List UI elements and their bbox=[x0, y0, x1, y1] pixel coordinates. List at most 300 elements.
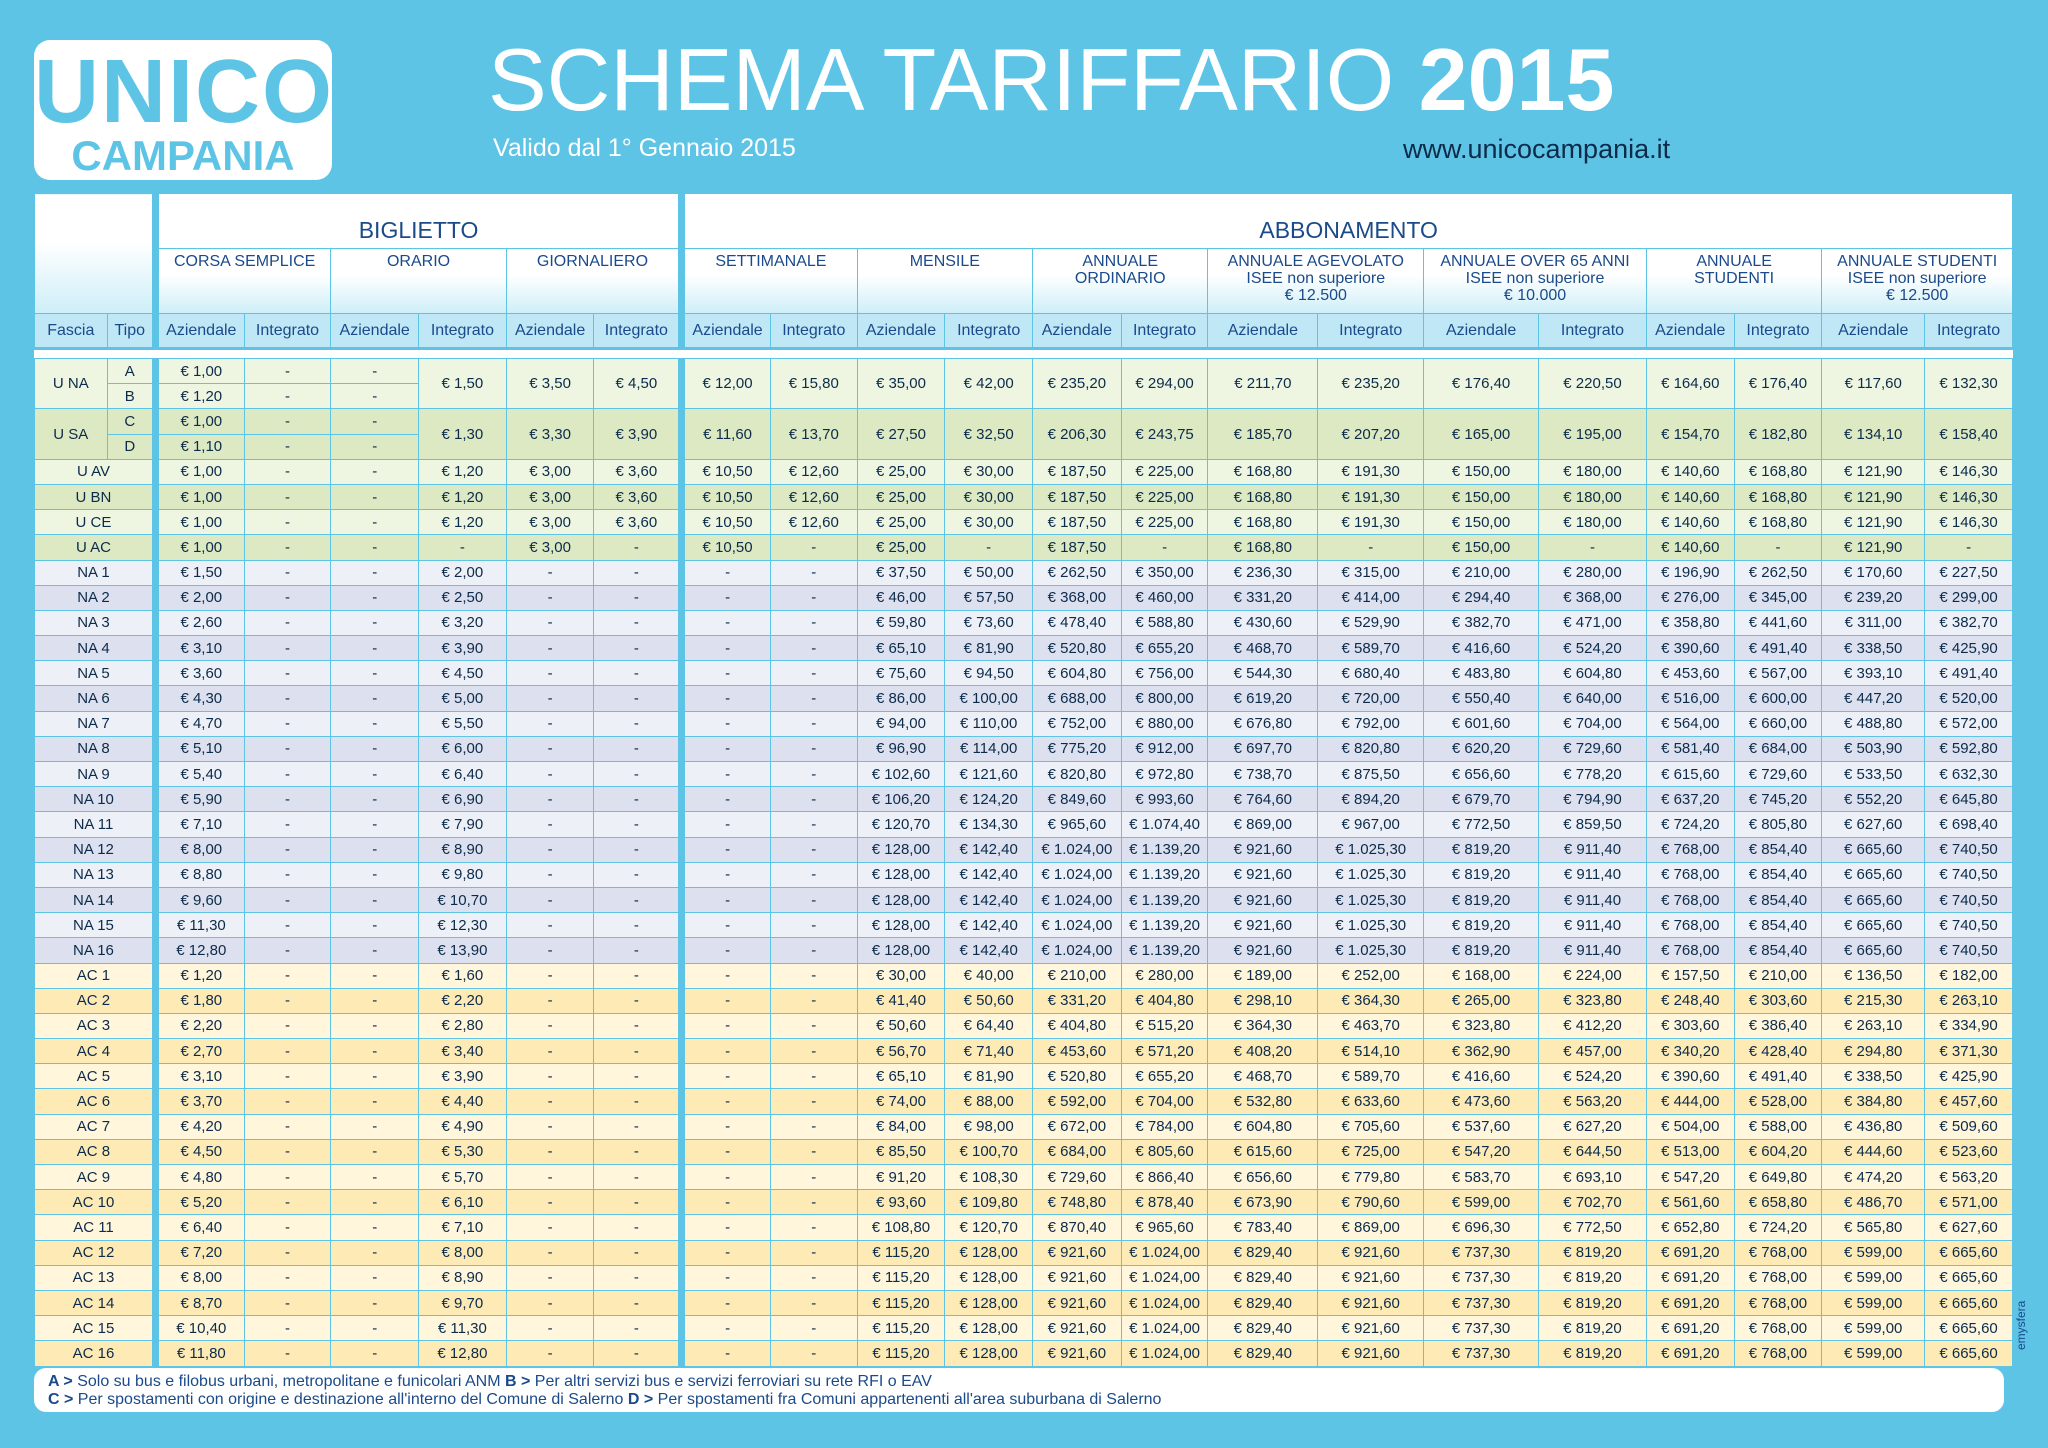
fare-cell: € 633,60 bbox=[1318, 1089, 1424, 1114]
fare-cell: € 792,00 bbox=[1318, 711, 1424, 736]
fare-cell: € 800,00 bbox=[1121, 686, 1208, 711]
fare-cell: € 11,80 bbox=[155, 1341, 244, 1366]
fare-cell: € 2,00 bbox=[155, 585, 244, 610]
col-integrato: Integrato bbox=[594, 314, 682, 349]
fare-cell: - bbox=[331, 1265, 419, 1290]
fare-cell: € 819,20 bbox=[1539, 1265, 1647, 1290]
fare-cell: € 5,20 bbox=[155, 1190, 244, 1215]
fare-cell: € 91,20 bbox=[857, 1165, 945, 1190]
fare-cell: € 428,40 bbox=[1734, 1039, 1822, 1064]
table-row bbox=[35, 585, 2013, 610]
fare-cell: € 235,20 bbox=[1033, 359, 1122, 409]
footnotes bbox=[34, 1368, 2004, 1412]
fare-cell: - bbox=[331, 762, 419, 787]
table-row bbox=[35, 837, 2013, 862]
col-aziendale: Aziendale bbox=[1822, 314, 1925, 349]
table-row bbox=[35, 787, 2013, 812]
fare-cell: € 4,50 bbox=[155, 1139, 244, 1164]
fare-cell: € 9,60 bbox=[155, 887, 244, 912]
fare-cell: - bbox=[682, 1114, 771, 1139]
table-row bbox=[35, 1240, 2013, 1265]
table-row bbox=[35, 1290, 2013, 1315]
fare-cell: € 1.025,30 bbox=[1318, 837, 1424, 862]
fare-cell: € 146,30 bbox=[1925, 510, 2013, 535]
fare-cell: - bbox=[594, 812, 682, 837]
fare-cell: € 5,10 bbox=[155, 736, 244, 761]
fare-cell: € 599,00 bbox=[1822, 1290, 1925, 1315]
group-biglietto: BIGLIETTO bbox=[155, 194, 681, 249]
fare-cell: - bbox=[331, 913, 419, 938]
fare-cell: € 187,50 bbox=[1033, 484, 1122, 509]
fare-cell: € 772,50 bbox=[1539, 1215, 1647, 1240]
fare-cell: € 191,30 bbox=[1318, 510, 1424, 535]
table-row bbox=[35, 812, 2013, 837]
fare-cell: - bbox=[594, 963, 682, 988]
fare-cell: € 725,00 bbox=[1318, 1139, 1424, 1164]
fare-cell: € 691,20 bbox=[1646, 1316, 1734, 1341]
fare-cell: € 1.024,00 bbox=[1033, 887, 1122, 912]
fare-cell: € 1.025,30 bbox=[1318, 913, 1424, 938]
fare-cell: € 6,00 bbox=[419, 736, 507, 761]
fare-cell: € 30,00 bbox=[945, 459, 1033, 484]
fare-cell: - bbox=[244, 661, 331, 686]
fare-cell: € 196,90 bbox=[1646, 560, 1734, 585]
fare-cell: € 298,10 bbox=[1208, 988, 1318, 1013]
fare-cell: € 350,00 bbox=[1121, 560, 1208, 585]
fare-cell: - bbox=[770, 1341, 857, 1366]
fare-cell: € 5,40 bbox=[155, 762, 244, 787]
fare-cell: - bbox=[682, 560, 771, 585]
table-row bbox=[35, 711, 2013, 736]
fare-cell: € 185,70 bbox=[1208, 409, 1318, 459]
fare-cell: - bbox=[506, 913, 594, 938]
fare-cell: € 854,40 bbox=[1734, 887, 1822, 912]
logo-line1: UNICO bbox=[34, 42, 334, 142]
fascia-label: U AC bbox=[35, 535, 156, 560]
fare-cell: € 189,00 bbox=[1208, 963, 1318, 988]
fare-cell: € 7,10 bbox=[419, 1215, 507, 1240]
label-line: ANNUALE OVER 65 ANNI bbox=[1440, 253, 1630, 270]
fare-cell: € 358,80 bbox=[1646, 610, 1734, 635]
fare-cell: - bbox=[244, 1013, 331, 1038]
fare-cell: € 604,80 bbox=[1208, 1114, 1318, 1139]
fare-cell: - bbox=[331, 837, 419, 862]
fare-cell: € 656,60 bbox=[1208, 1165, 1318, 1190]
fare-cell: - bbox=[244, 711, 331, 736]
fare-cell: € 529,90 bbox=[1318, 610, 1424, 635]
fare-cell: € 128,00 bbox=[857, 938, 945, 963]
fare-cell: - bbox=[594, 913, 682, 938]
fare-cell: - bbox=[506, 1114, 594, 1139]
fare-cell: € 665,60 bbox=[1822, 887, 1925, 912]
fare-cell: € 2,80 bbox=[419, 1013, 507, 1038]
fare-cell: € 30,00 bbox=[945, 510, 1033, 535]
fare-cell: € 236,30 bbox=[1208, 560, 1318, 585]
fare-cell: € 1,00 bbox=[155, 510, 244, 535]
fare-cell: € 768,00 bbox=[1646, 837, 1734, 862]
fare-cell: € 471,00 bbox=[1539, 610, 1647, 635]
fare-cell: € 57,50 bbox=[945, 585, 1033, 610]
fare-cell: € 393,10 bbox=[1822, 661, 1925, 686]
fare-cell: € 859,50 bbox=[1539, 812, 1647, 837]
fare-cell: € 665,60 bbox=[1822, 913, 1925, 938]
fare-cell: € 262,50 bbox=[1033, 560, 1122, 585]
fare-cell: - bbox=[331, 510, 419, 535]
fare-cell: € 13,90 bbox=[419, 938, 507, 963]
fare-cell: - bbox=[682, 1240, 771, 1265]
fare-cell: € 142,40 bbox=[945, 862, 1033, 887]
fare-cell: € 331,20 bbox=[1033, 988, 1122, 1013]
fare-cell: € 740,50 bbox=[1925, 938, 2013, 963]
fare-cell: € 368,00 bbox=[1539, 585, 1647, 610]
fare-cell: € 768,00 bbox=[1646, 862, 1734, 887]
fare-cell: - bbox=[506, 610, 594, 635]
fascia-label: NA 16 bbox=[35, 938, 156, 963]
fare-cell: € 12,60 bbox=[770, 510, 857, 535]
fare-cell: € 474,20 bbox=[1822, 1165, 1925, 1190]
fare-cell: € 191,30 bbox=[1318, 484, 1424, 509]
fare-cell: € 697,70 bbox=[1208, 736, 1318, 761]
note-text-d: Per spostamenti fra Comuni appartenenti all'area suburbana di Salerno bbox=[657, 1391, 1162, 1408]
fare-cell: - bbox=[682, 1316, 771, 1341]
fare-cell: - bbox=[331, 1039, 419, 1064]
fare-cell: - bbox=[244, 1114, 331, 1139]
fascia-label: NA 10 bbox=[35, 787, 156, 812]
fare-cell: € 81,90 bbox=[945, 1064, 1033, 1089]
fare-cell: € 6,40 bbox=[419, 762, 507, 787]
fare-cell: € 691,20 bbox=[1646, 1265, 1734, 1290]
fascia-label: AC 7 bbox=[35, 1114, 156, 1139]
fare-cell: € 768,00 bbox=[1646, 938, 1734, 963]
fare-cell: € 486,70 bbox=[1822, 1190, 1925, 1215]
table-row bbox=[35, 1114, 2013, 1139]
fare-cell: € 6,10 bbox=[419, 1190, 507, 1215]
fare-cell: € 2,20 bbox=[419, 988, 507, 1013]
label-line: ISEE non superiore bbox=[1465, 270, 1605, 287]
fare-cell: € 164,60 bbox=[1646, 359, 1734, 409]
fare-cell: € 768,00 bbox=[1646, 887, 1734, 912]
fare-cell: - bbox=[594, 1341, 682, 1366]
fare-cell: € 921,60 bbox=[1208, 862, 1318, 887]
fare-cell: - bbox=[506, 1139, 594, 1164]
fare-cell: € 478,40 bbox=[1033, 610, 1122, 635]
fare-cell: - bbox=[770, 1215, 857, 1240]
fare-cell: € 1,20 bbox=[155, 384, 244, 409]
type-annuale-studenti bbox=[1646, 249, 1821, 314]
fare-cell: € 121,90 bbox=[1822, 484, 1925, 509]
fare-cell: € 210,00 bbox=[1424, 560, 1539, 585]
fare-cell: € 7,20 bbox=[155, 1240, 244, 1265]
fare-cell: € 3,10 bbox=[155, 636, 244, 661]
type-settimanale: SETTIMANALE bbox=[682, 249, 857, 314]
fare-cell: € 1.024,00 bbox=[1121, 1240, 1208, 1265]
fare-cell: € 491,40 bbox=[1925, 661, 2013, 686]
fare-cell: € 168,80 bbox=[1734, 484, 1822, 509]
group-abbonamento: ABBONAMENTO bbox=[682, 194, 2013, 249]
fascia-label: NA 7 bbox=[35, 711, 156, 736]
fascia-label: AC 4 bbox=[35, 1039, 156, 1064]
fare-cell: - bbox=[244, 812, 331, 837]
fare-cell: - bbox=[770, 787, 857, 812]
fare-cell: - bbox=[331, 1089, 419, 1114]
fare-cell: - bbox=[244, 359, 331, 384]
fare-cell: - bbox=[594, 560, 682, 585]
fare-cell: € 740,50 bbox=[1925, 837, 2013, 862]
fare-cell: - bbox=[594, 1089, 682, 1114]
fare-cell: € 921,60 bbox=[1033, 1240, 1122, 1265]
fare-cell: € 2,20 bbox=[155, 1013, 244, 1038]
fare-cell: - bbox=[770, 812, 857, 837]
fare-cell: € 225,00 bbox=[1121, 459, 1208, 484]
fare-cell: € 5,30 bbox=[419, 1139, 507, 1164]
table-row bbox=[35, 1039, 2013, 1064]
fare-cell: € 698,40 bbox=[1925, 812, 2013, 837]
label-line: ANNUALE AGEVOLATO bbox=[1227, 253, 1404, 270]
fare-cell: € 645,80 bbox=[1925, 787, 2013, 812]
fare-cell: € 25,00 bbox=[857, 484, 945, 509]
fascia-label: U BN bbox=[35, 484, 156, 509]
fare-cell: - bbox=[506, 887, 594, 912]
table-row bbox=[35, 1139, 2013, 1164]
fare-cell: - bbox=[244, 913, 331, 938]
fare-cell: - bbox=[506, 1290, 594, 1315]
fare-cell: € 3,00 bbox=[506, 459, 594, 484]
fare-cell: - bbox=[244, 938, 331, 963]
fare-cell: € 921,60 bbox=[1208, 938, 1318, 963]
fare-cell: € 32,50 bbox=[945, 409, 1033, 459]
fare-cell: € 11,30 bbox=[419, 1316, 507, 1341]
fare-cell: € 73,60 bbox=[945, 610, 1033, 635]
fare-cell: - bbox=[594, 585, 682, 610]
fare-cell: € 3,60 bbox=[155, 661, 244, 686]
fascia-label: AC 8 bbox=[35, 1139, 156, 1164]
fare-cell: € 86,00 bbox=[857, 686, 945, 711]
fare-cell: € 533,50 bbox=[1822, 762, 1925, 787]
fare-cell: € 220,50 bbox=[1539, 359, 1647, 409]
fare-cell: - bbox=[331, 560, 419, 585]
fare-cell: € 878,40 bbox=[1121, 1190, 1208, 1215]
fare-cell: - bbox=[594, 938, 682, 963]
fare-cell: - bbox=[682, 913, 771, 938]
fare-cell: - bbox=[331, 1114, 419, 1139]
fare-cell: € 854,40 bbox=[1734, 837, 1822, 862]
fare-cell: € 1,30 bbox=[419, 409, 507, 459]
fare-cell: - bbox=[682, 837, 771, 862]
fare-cell: - bbox=[770, 1013, 857, 1038]
fare-cell: - bbox=[594, 636, 682, 661]
note-text-a: Solo su bus e filobus urbani, metropolitane e funicolari ANM bbox=[77, 1373, 501, 1390]
fare-cell: € 656,60 bbox=[1424, 762, 1539, 787]
fare-cell: € 599,00 bbox=[1424, 1190, 1539, 1215]
fare-cell: € 581,40 bbox=[1646, 736, 1734, 761]
fare-cell: € 128,00 bbox=[945, 1240, 1033, 1265]
fare-cell: € 3,70 bbox=[155, 1089, 244, 1114]
fare-cell: € 4,80 bbox=[155, 1165, 244, 1190]
fare-cell: - bbox=[682, 762, 771, 787]
fare-cell: € 303,60 bbox=[1646, 1013, 1734, 1038]
fare-cell: - bbox=[682, 787, 771, 812]
fare-cell: € 425,90 bbox=[1925, 1064, 2013, 1089]
fare-cell: - bbox=[682, 585, 771, 610]
fare-cell: - bbox=[244, 1290, 331, 1315]
fare-cell: € 740,50 bbox=[1925, 887, 2013, 912]
fare-cell: - bbox=[770, 887, 857, 912]
fascia-label: AC 12 bbox=[35, 1240, 156, 1265]
fare-cell: € 2,70 bbox=[155, 1039, 244, 1064]
fare-cell: € 157,50 bbox=[1646, 963, 1734, 988]
fare-cell: - bbox=[419, 535, 507, 560]
fare-cell: € 702,70 bbox=[1539, 1190, 1647, 1215]
fare-cell: € 248,40 bbox=[1646, 988, 1734, 1013]
tipo-label: A bbox=[107, 359, 155, 384]
fare-cell: - bbox=[506, 585, 594, 610]
fare-cell: € 207,20 bbox=[1318, 409, 1424, 459]
fare-cell: € 3,90 bbox=[419, 1064, 507, 1089]
fare-cell: - bbox=[945, 535, 1033, 560]
fare-cell: € 911,40 bbox=[1539, 837, 1647, 862]
fare-cell: € 311,00 bbox=[1822, 610, 1925, 635]
fare-cell: € 1.139,20 bbox=[1121, 913, 1208, 938]
fare-cell: - bbox=[506, 636, 594, 661]
fare-cell: € 42,00 bbox=[945, 359, 1033, 409]
table-row bbox=[35, 1215, 2013, 1240]
fare-cell: € 875,50 bbox=[1318, 762, 1424, 787]
fare-cell: € 589,70 bbox=[1318, 1064, 1424, 1089]
fare-cell: € 315,00 bbox=[1318, 560, 1424, 585]
fare-cell: € 778,20 bbox=[1539, 762, 1647, 787]
fare-cell: - bbox=[594, 762, 682, 787]
fare-cell: € 168,80 bbox=[1208, 510, 1318, 535]
fare-cell: € 50,60 bbox=[945, 988, 1033, 1013]
fare-cell: € 12,80 bbox=[419, 1341, 507, 1366]
fare-cell: € 655,20 bbox=[1121, 636, 1208, 661]
fare-cell: - bbox=[594, 887, 682, 912]
fare-cell: - bbox=[331, 1215, 419, 1240]
fare-cell: € 691,20 bbox=[1646, 1240, 1734, 1265]
fare-cell: € 12,00 bbox=[682, 359, 771, 409]
fare-cell: € 364,30 bbox=[1318, 988, 1424, 1013]
fare-cell: € 665,60 bbox=[1925, 1341, 2013, 1366]
fare-cell: € 652,80 bbox=[1646, 1215, 1734, 1240]
fare-cell: € 514,10 bbox=[1318, 1039, 1424, 1064]
fare-cell: € 84,00 bbox=[857, 1114, 945, 1139]
fare-cell: € 115,20 bbox=[857, 1240, 945, 1265]
fare-cell: - bbox=[1539, 535, 1647, 560]
fare-cell: € 756,00 bbox=[1121, 661, 1208, 686]
fare-cell: € 571,20 bbox=[1121, 1039, 1208, 1064]
fare-cell: € 640,00 bbox=[1539, 686, 1647, 711]
fare-cell: € 56,70 bbox=[857, 1039, 945, 1064]
fare-cell: € 180,00 bbox=[1539, 510, 1647, 535]
fare-cell: € 768,00 bbox=[1734, 1290, 1822, 1315]
fare-table-body bbox=[35, 349, 2013, 1367]
fare-cell: € 5,00 bbox=[419, 686, 507, 711]
fare-cell: € 128,00 bbox=[857, 913, 945, 938]
fare-cell: € 215,30 bbox=[1822, 988, 1925, 1013]
table-row bbox=[35, 988, 2013, 1013]
fare-cell: € 523,60 bbox=[1925, 1139, 2013, 1164]
fare-cell: - bbox=[594, 535, 682, 560]
fare-cell: € 921,60 bbox=[1033, 1341, 1122, 1366]
fare-cell: € 921,60 bbox=[1318, 1265, 1424, 1290]
fare-cell: € 124,20 bbox=[945, 787, 1033, 812]
fare-cell: € 150,00 bbox=[1424, 459, 1539, 484]
fare-cell: € 142,40 bbox=[945, 913, 1033, 938]
fare-cell: € 132,30 bbox=[1925, 359, 2013, 409]
fare-cell: - bbox=[506, 1265, 594, 1290]
website-link[interactable]: www.unicocampania.it bbox=[1403, 134, 1671, 164]
fare-cell: - bbox=[770, 913, 857, 938]
fare-cell: € 483,80 bbox=[1424, 661, 1539, 686]
fare-cell: € 572,00 bbox=[1925, 711, 2013, 736]
fare-cell: € 571,00 bbox=[1925, 1190, 2013, 1215]
col-integrato: Integrato bbox=[1318, 314, 1424, 349]
fare-cell: € 235,20 bbox=[1318, 359, 1424, 409]
fare-cell: - bbox=[770, 762, 857, 787]
fare-cell: - bbox=[682, 1013, 771, 1038]
fare-cell: € 729,60 bbox=[1734, 762, 1822, 787]
fare-cell: - bbox=[331, 938, 419, 963]
fare-cell: € 182,00 bbox=[1925, 963, 2013, 988]
fare-cell: € 561,60 bbox=[1646, 1190, 1734, 1215]
fare-cell: € 829,40 bbox=[1208, 1240, 1318, 1265]
fare-cell: € 784,00 bbox=[1121, 1114, 1208, 1139]
fare-cell: € 829,40 bbox=[1208, 1265, 1318, 1290]
fare-cell: - bbox=[244, 736, 331, 761]
fascia-label: NA 1 bbox=[35, 560, 156, 585]
fare-cell: € 10,50 bbox=[682, 535, 771, 560]
fare-cell: - bbox=[506, 736, 594, 761]
fare-cell: € 50,00 bbox=[945, 560, 1033, 585]
fare-cell: € 658,80 bbox=[1734, 1190, 1822, 1215]
fare-cell: € 40,00 bbox=[945, 963, 1033, 988]
fare-cell: € 416,60 bbox=[1424, 636, 1539, 661]
fare-cell: € 520,00 bbox=[1925, 686, 2013, 711]
title-light: SCHEMA TARIFFARIO bbox=[488, 30, 1395, 129]
fare-cell: € 1.024,00 bbox=[1121, 1265, 1208, 1290]
fare-cell: - bbox=[682, 661, 771, 686]
fare-cell: € 168,80 bbox=[1208, 535, 1318, 560]
column-header-row bbox=[35, 314, 2013, 349]
label-line: ISEE non superiore bbox=[1246, 270, 1386, 287]
fare-cell: € 280,00 bbox=[1539, 560, 1647, 585]
fare-cell: - bbox=[506, 812, 594, 837]
fare-cell: - bbox=[770, 938, 857, 963]
fare-cell: € 182,80 bbox=[1734, 409, 1822, 459]
fare-cell: € 10,50 bbox=[682, 510, 771, 535]
fare-cell: € 3,60 bbox=[594, 484, 682, 509]
fare-cell: € 679,70 bbox=[1424, 787, 1539, 812]
fare-cell: € 3,00 bbox=[506, 484, 594, 509]
fare-cell: € 819,20 bbox=[1424, 862, 1539, 887]
fare-cell: € 146,30 bbox=[1925, 459, 2013, 484]
fare-cell: € 176,40 bbox=[1734, 359, 1822, 409]
fare-cell: € 583,70 bbox=[1424, 1165, 1539, 1190]
col-aziendale: Aziendale bbox=[1424, 314, 1539, 349]
type-annuale-ordinario bbox=[1033, 249, 1208, 314]
fare-cell: € 696,30 bbox=[1424, 1215, 1539, 1240]
fare-cell: - bbox=[244, 988, 331, 1013]
fare-cell: € 911,40 bbox=[1539, 862, 1647, 887]
fare-cell: - bbox=[1318, 535, 1424, 560]
fare-cell: € 46,00 bbox=[857, 585, 945, 610]
fare-cell: - bbox=[331, 359, 419, 384]
fare-cell: € 3,50 bbox=[506, 359, 594, 409]
label-line: STUDENTI bbox=[1694, 270, 1775, 287]
fare-cell: - bbox=[331, 434, 419, 459]
fare-cell: € 691,20 bbox=[1646, 1341, 1734, 1366]
fare-cell: € 408,20 bbox=[1208, 1039, 1318, 1064]
